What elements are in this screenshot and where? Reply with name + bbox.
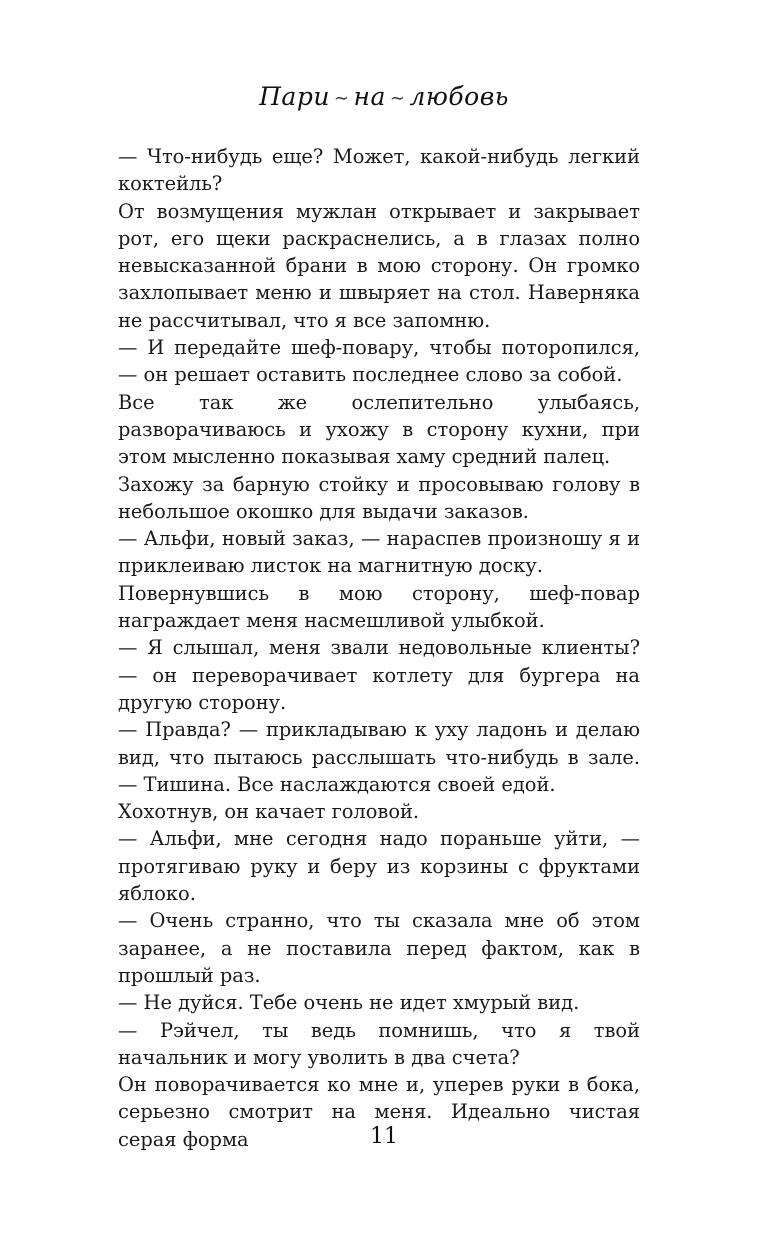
paragraph: — Я слышал, меня звали недовольные клиенты? — он переворачивает котлету для бургера на другую сторону. (118, 636, 640, 714)
page-number: 11 (370, 1124, 398, 1149)
header-word-1: Пари (259, 82, 330, 111)
paragraph: — Правда? — прикладываю к уху ладонь и делаю вид, что пытаюсь расслышать что-нибудь в зале. — Тишина. Все наслаждаются своей едой. (118, 718, 640, 796)
paragraph: От возмущения мужлан открывает и закрывает рот, его щеки раскраснелись, а в глазах полно невысказанной брани в мою сторону. Он громко захлопывает меню и швыряет на стол. Наверняка не рассчитывал, что я все запомню. (118, 199, 640, 332)
paragraph: Хохотнув, он качает головой. (118, 800, 420, 824)
paragraph: — И передайте шеф-повару, чтобы поторопился, — он решает оставить последнее слово за собой. (118, 336, 640, 387)
paragraph: — Что-нибудь еще? Может, какой-нибудь легкий коктейль? (118, 145, 640, 196)
paragraph: Захожу за барную стойку и просовываю голову в небольшое окошко для выдачи заказов. (118, 472, 640, 523)
header-word-3: любовь (409, 82, 509, 111)
swash-separator-icon: ∼ (333, 88, 350, 109)
paragraph: Он поворачивается ко мне и, уперев руки в бока, серьезно смотрит на меня. Идеально чистая серая форма (118, 1073, 640, 1151)
header-word-2: на (353, 82, 386, 111)
paragraph: — Альфи, мне сегодня надо пораньше уйти, — протягиваю руку и беру из корзины с фруктами яблоко. (118, 827, 640, 906)
paragraph: Все так же ослепительно улыбаясь, разворачиваюсь и ухожу в сторону кухни, при этом мысленно показывая хаму средний палец. (118, 390, 640, 469)
running-header (0, 82, 768, 111)
paragraph: — Альфи, новый заказ, — нараспев произношу я и приклеиваю листок на магнитную доску. (118, 527, 640, 578)
swash-separator-icon: ∼ (389, 88, 406, 109)
paragraph: Повернувшись в мою сторону, шеф-повар награждает меня насмешливой улыбкой. (118, 581, 640, 633)
body-text (118, 143, 640, 1153)
paragraph: — Рэйчел, ты ведь помнишь, что я твой начальник и могу уволить в два счета? (118, 1018, 640, 1069)
paragraph: — Не дуйся. Тебе очень не идет хмурый вид. (118, 991, 580, 1015)
paragraph: — Очень странно, что ты сказала мне об этом заранее, а не поставила перед фактом, как в прошлый раз. (118, 909, 640, 987)
